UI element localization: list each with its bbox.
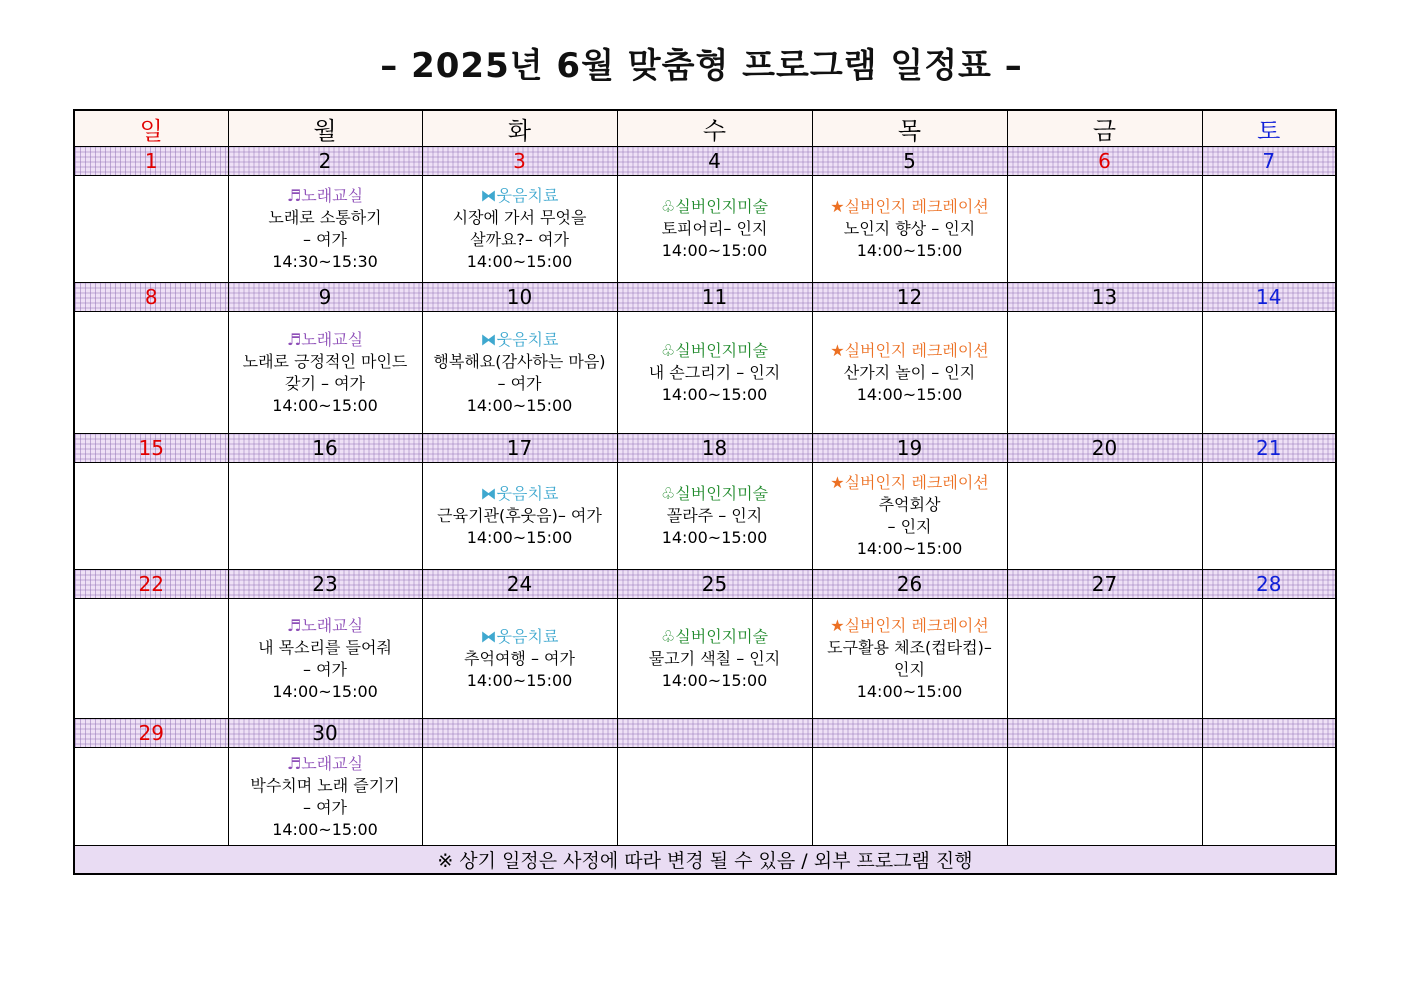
program-detail-line: 14:00~15:00 bbox=[856, 681, 963, 701]
program-category: ★실버인지 레크레이션 bbox=[830, 340, 989, 360]
program-detail-line: 14:00~15:00 bbox=[661, 384, 768, 404]
program-category: ⧓웃음치료 bbox=[480, 626, 559, 646]
program-category: ♬노래교실 bbox=[286, 186, 364, 205]
program-detail-line: 시장에 가서 무엇을 bbox=[452, 208, 587, 227]
program-detail-line: 14:00~15:00 bbox=[466, 670, 573, 690]
program-category: ♧실버인지미술 bbox=[660, 626, 769, 646]
program-detail-line: 14:00~15:00 bbox=[272, 681, 378, 701]
program-detail-line: 행복해요(감사하는 마음) bbox=[433, 351, 606, 371]
program-cell bbox=[617, 748, 812, 846]
program-detail-line: 14:00~15:00 bbox=[856, 539, 963, 558]
footer-row bbox=[74, 846, 1336, 875]
program-cell bbox=[1202, 748, 1336, 846]
program-detail-line: 14:00~15:00 bbox=[466, 528, 573, 547]
date-row bbox=[74, 147, 1336, 176]
date-cell bbox=[812, 719, 1007, 748]
program-cell bbox=[617, 176, 812, 283]
program-cell bbox=[1202, 312, 1336, 434]
program-cell bbox=[422, 312, 617, 434]
program-category: ★실버인지 레크레이션 bbox=[830, 197, 989, 216]
program-cell bbox=[1007, 748, 1202, 846]
date-cell: 4 bbox=[617, 147, 812, 176]
program-cell bbox=[74, 312, 228, 434]
program-detail-line: 토피어리– 인지 bbox=[661, 219, 768, 238]
program-row bbox=[74, 599, 1336, 719]
weekday-thu: 목 bbox=[812, 110, 1007, 147]
program-cell bbox=[812, 599, 1007, 719]
date-cell: 12 bbox=[812, 283, 1007, 312]
program-cell bbox=[422, 176, 617, 283]
date-cell: 18 bbox=[617, 434, 812, 463]
program-category: ♧실버인지미술 bbox=[660, 197, 769, 216]
date-cell: 2 bbox=[228, 147, 422, 176]
program-detail-line: 노래로 소통하기 bbox=[268, 208, 382, 227]
program-detail-line: 14:00~15:00 bbox=[272, 819, 378, 839]
date-cell: 26 bbox=[812, 570, 1007, 599]
program-detail-line: – 여가 bbox=[497, 373, 542, 393]
weekday-tue: 화 bbox=[422, 110, 617, 147]
program-detail-line: 꼴라주 – 인지 bbox=[666, 506, 763, 525]
program-cell bbox=[228, 748, 422, 846]
program-row bbox=[74, 312, 1336, 434]
program-detail-line: – 여가 bbox=[303, 659, 347, 679]
program-cell bbox=[228, 312, 422, 434]
program-cell bbox=[422, 748, 617, 846]
program-detail-line: 갖기 – 여가 bbox=[285, 373, 365, 393]
weekday-mon: 월 bbox=[228, 110, 422, 147]
program-detail-line: 내 손그리기 – 인지 bbox=[648, 362, 781, 382]
program-detail-line: 물고기 색칠 – 인지 bbox=[648, 648, 781, 668]
date-cell: 20 bbox=[1007, 434, 1202, 463]
program-cell bbox=[812, 176, 1007, 283]
program-cell bbox=[422, 599, 617, 719]
program-category: ♬노래교실 bbox=[286, 329, 364, 349]
program-detail-line: 14:00~15:00 bbox=[661, 528, 768, 547]
date-cell: 27 bbox=[1007, 570, 1202, 599]
program-row bbox=[74, 748, 1336, 846]
program-detail-line: – 여가 bbox=[303, 797, 347, 817]
program-cell bbox=[1202, 599, 1336, 719]
program-cell bbox=[812, 463, 1007, 570]
program-cell bbox=[1202, 463, 1336, 570]
program-category: ⧓웃음치료 bbox=[480, 186, 559, 205]
footer-note: ※ 상기 일정은 사정에 따라 변경 될 수 있음 / 외부 프로그램 진행 bbox=[74, 846, 1336, 875]
weekday-header-row bbox=[74, 110, 1336, 147]
date-cell: 14 bbox=[1202, 283, 1336, 312]
date-cell bbox=[617, 719, 812, 748]
program-row bbox=[74, 176, 1336, 283]
program-cell bbox=[74, 463, 228, 570]
program-category: ⧓웃음치료 bbox=[480, 484, 559, 503]
program-detail-line: 14:00~15:00 bbox=[272, 395, 378, 415]
program-cell bbox=[422, 463, 617, 570]
date-cell bbox=[1007, 719, 1202, 748]
program-category: ♧실버인지미술 bbox=[660, 340, 769, 360]
date-row bbox=[74, 570, 1336, 599]
date-cell: 8 bbox=[74, 283, 228, 312]
program-detail-line: 14:30~15:30 bbox=[272, 252, 378, 271]
date-row bbox=[74, 283, 1336, 312]
program-detail-line: 추억여행 – 여가 bbox=[464, 648, 575, 668]
date-cell: 1 bbox=[74, 147, 228, 176]
program-detail-line: – 여가 bbox=[303, 230, 347, 249]
program-detail-line: 내 목소리를 들어줘 bbox=[258, 637, 392, 657]
program-detail-line: 인지 bbox=[894, 659, 925, 679]
date-cell: 21 bbox=[1202, 434, 1336, 463]
date-cell bbox=[422, 719, 617, 748]
program-category: ♧실버인지미술 bbox=[660, 484, 769, 503]
program-cell bbox=[228, 176, 422, 283]
program-category: ⧓웃음치료 bbox=[480, 329, 559, 349]
date-cell: 16 bbox=[228, 434, 422, 463]
program-detail-line: 박수치며 노래 즐기기 bbox=[250, 775, 400, 795]
date-cell: 10 bbox=[422, 283, 617, 312]
program-category: ★실버인지 레크레이션 bbox=[830, 473, 989, 492]
program-detail-line: 14:00~15:00 bbox=[661, 670, 768, 690]
program-cell bbox=[228, 463, 422, 570]
schedule-table bbox=[73, 109, 1337, 875]
weekday-wed: 수 bbox=[617, 110, 812, 147]
program-cell bbox=[1007, 599, 1202, 719]
program-detail-line: 근육기관(후웃음)– 여가 bbox=[437, 506, 602, 525]
date-cell bbox=[1202, 719, 1336, 748]
program-detail-line: 14:00~15:00 bbox=[856, 384, 963, 404]
program-cell bbox=[228, 599, 422, 719]
program-cell bbox=[617, 463, 812, 570]
date-row bbox=[74, 434, 1336, 463]
program-detail-line: 14:00~15:00 bbox=[466, 252, 573, 271]
date-cell: 5 bbox=[812, 147, 1007, 176]
program-category: ★실버인지 레크레이션 bbox=[830, 615, 989, 635]
date-cell: 23 bbox=[228, 570, 422, 599]
program-detail-line: – 인지 bbox=[887, 517, 932, 536]
program-detail-line: 산가지 놀이 – 인지 bbox=[843, 362, 976, 382]
program-row bbox=[74, 463, 1336, 570]
program-cell bbox=[617, 312, 812, 434]
date-cell: 13 bbox=[1007, 283, 1202, 312]
date-cell: 6 bbox=[1007, 147, 1202, 176]
date-cell: 24 bbox=[422, 570, 617, 599]
weekday-fri: 금 bbox=[1007, 110, 1202, 147]
date-cell: 3 bbox=[422, 147, 617, 176]
date-cell: 17 bbox=[422, 434, 617, 463]
program-cell bbox=[1202, 176, 1336, 283]
date-cell: 19 bbox=[812, 434, 1007, 463]
program-cell bbox=[74, 176, 228, 283]
date-cell: 29 bbox=[74, 719, 228, 748]
program-cell bbox=[1007, 312, 1202, 434]
program-cell bbox=[1007, 463, 1202, 570]
weekday-sat: 토 bbox=[1202, 110, 1336, 147]
page-title: – 2025년 6월 맞춤형 프로그램 일정표 – bbox=[380, 46, 1023, 86]
date-cell: 7 bbox=[1202, 147, 1336, 176]
program-cell bbox=[1007, 176, 1202, 283]
program-detail-line: 14:00~15:00 bbox=[466, 395, 573, 415]
date-cell: 22 bbox=[74, 570, 228, 599]
date-cell: 15 bbox=[74, 434, 228, 463]
program-detail-line: 살까요?– 여가 bbox=[470, 230, 569, 249]
date-cell: 28 bbox=[1202, 570, 1336, 599]
program-detail-line: 노래로 긍정적인 마인드 bbox=[242, 351, 408, 371]
program-detail-line: 14:00~15:00 bbox=[856, 241, 963, 260]
date-cell: 25 bbox=[617, 570, 812, 599]
date-row bbox=[74, 719, 1336, 748]
program-detail-line: 14:00~15:00 bbox=[661, 241, 768, 260]
program-cell bbox=[617, 599, 812, 719]
program-cell bbox=[74, 599, 228, 719]
program-detail-line: 도구활용 체조(컵타컵)– bbox=[827, 637, 992, 657]
program-category: ♬노래교실 bbox=[286, 615, 364, 635]
program-category: ♬노래교실 bbox=[286, 753, 364, 773]
date-cell: 11 bbox=[617, 283, 812, 312]
date-cell: 9 bbox=[228, 283, 422, 312]
program-detail-line: 추억회상 bbox=[878, 495, 941, 514]
program-cell bbox=[74, 748, 228, 846]
date-cell: 30 bbox=[228, 719, 422, 748]
program-detail-line: 노인지 향상 – 인지 bbox=[843, 219, 976, 238]
program-cell bbox=[812, 312, 1007, 434]
program-cell bbox=[812, 748, 1007, 846]
weekday-sun: 일 bbox=[74, 110, 228, 147]
